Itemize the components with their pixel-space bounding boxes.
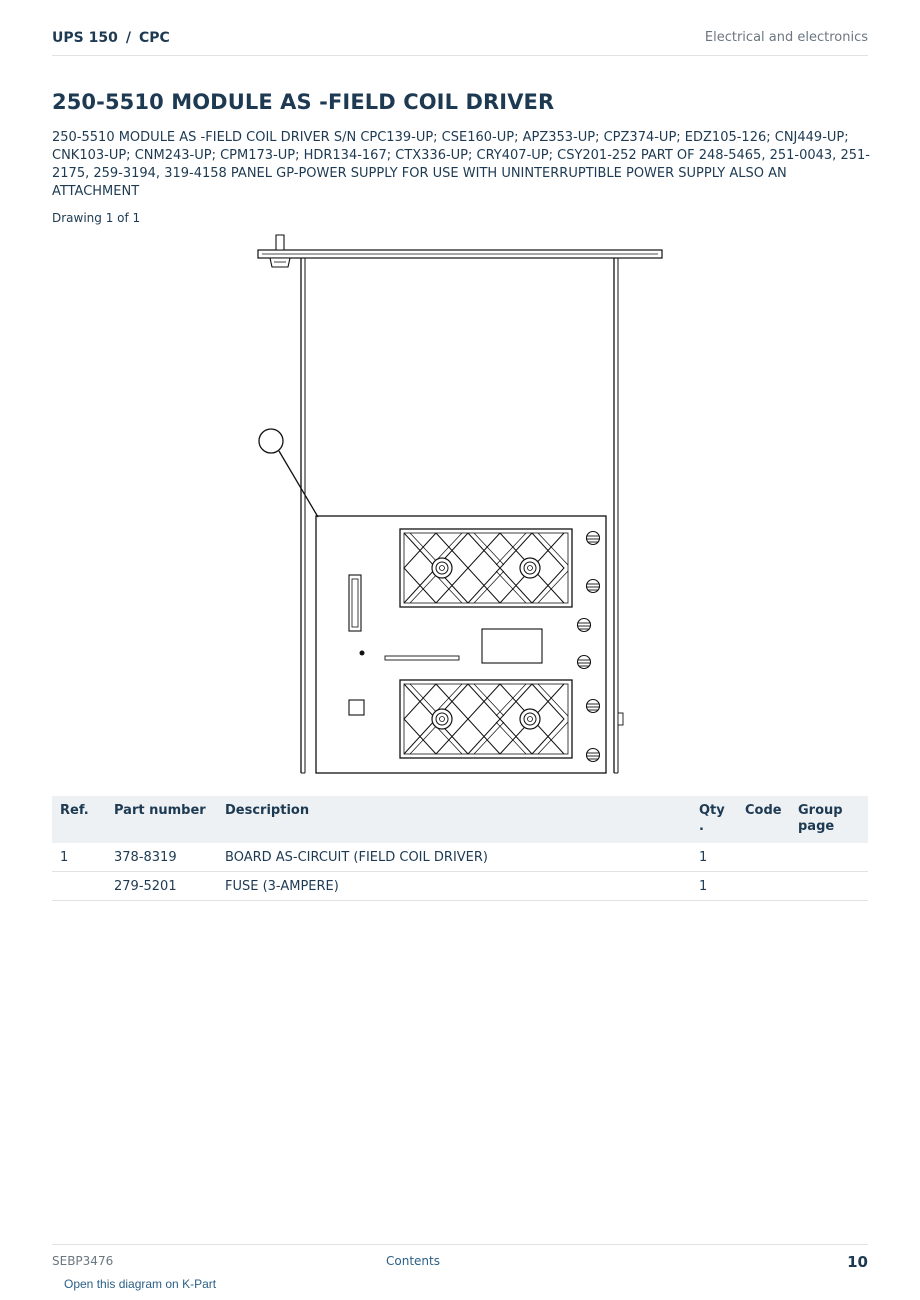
col-part-number: Part number [106,796,217,843]
breadcrumb [52,30,170,46]
row-part-number[interactable]: 378-8319 [106,843,217,872]
row-code [737,843,790,872]
table-header-row [52,796,868,843]
page-title: 250-5510 MODULE AS -FIELD COIL DRIVER [52,90,555,114]
parts-table [52,796,868,901]
col-ref: Ref. [52,796,106,843]
page-header [52,28,868,56]
kpart-link[interactable]: Open this diagram on K-Part [64,1277,217,1291]
callout-ref-1[interactable] [259,429,318,517]
row-description: BOARD AS-CIRCUIT (FIELD COIL DRIVER) [217,843,691,872]
row-qty: 1 [691,872,737,901]
module-description: 250-5510 MODULE AS -FIELD COIL DRIVER S/N CPC139-UP; CSE160-UP; APZ353-UP; CPZ374-UP; EDZ105-126; CNJ449-UP; CNK103-UP; CNM243-UP; CPM173-UP; HDR134-167; CTX336-UP; CRY407-UP; CSY201-252 PART OF 248-5465, 251-0043, 251-2175, 259-3194, 319-4158 PANEL GP-POWER SUPPLY FOR USE WITH UNINTERRUPTIBLE POWER SUPPLY ALSO AN ATTACHMENT [52,130,870,199]
serial-prefix: CPC [138,30,170,46]
col-group-page-line2: page [798,819,835,834]
breadcrumb-separator: / [125,30,131,46]
contents-link[interactable]: Contents [386,1254,440,1268]
row-part-number[interactable]: 279-5201 [106,872,217,901]
row-ref: 1 [52,843,106,872]
document-number: SEBP3476 [52,1254,114,1268]
col-description: Description [217,796,691,843]
row-ref [52,872,106,901]
col-qty [691,796,737,843]
col-qty-line2: . [699,819,704,834]
col-group-page [790,796,868,843]
col-code: Code [737,796,790,843]
table-row[interactable] [52,872,868,901]
col-qty-line1: Qty [699,803,725,818]
model-name: UPS 150 [52,30,118,46]
row-code [737,872,790,901]
table-row[interactable] [52,843,868,872]
parts-diagram[interactable] [52,225,868,785]
col-group-page-line1: Group [798,803,843,818]
row-group-page [790,843,868,872]
section-name: Electrical and electronics [704,30,868,45]
page-number: 10 [847,1253,868,1271]
row-qty: 1 [691,843,737,872]
row-group-page [790,872,868,901]
page-footer [52,1244,868,1275]
row-description: FUSE (3-AMPERE) [217,872,691,901]
drawing-label: Drawing 1 of 1 [52,211,141,225]
module-panel [316,516,606,773]
